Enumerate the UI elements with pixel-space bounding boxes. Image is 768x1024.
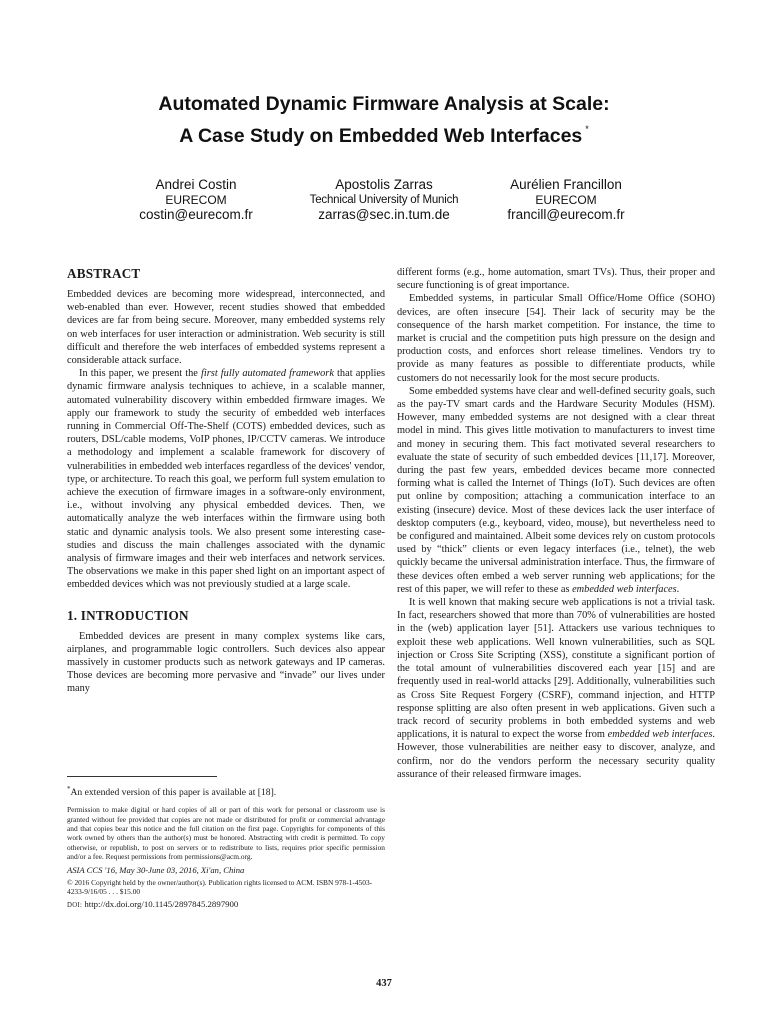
page-number: 437 (376, 978, 392, 989)
author-block-3 (451, 177, 681, 223)
intro-p3-end: . (676, 583, 680, 595)
intro-p4-start: It is well known that making secure web applications is not a trivial task. In fact, researchers showed that more than 70% of vulnerabilities are hosted in the (web) application layer [51]. Attackers use various techniques to exploit these web applications. Well known vulnerabilities, such as SQL injection or Cross Site Scripting (XSS), constitute a significant portion of the total amount of vulnerabilities discovered each year [15] and are frequently used in real-world attacks [29]. Additionally, vulnerabilities such as Cross Site Request Forgery (CSRF), command injection, and HTTP response splitting are also often present in web applications. Given such a track record of security problems in both embedded systems and web applications, it is natural to expect the worse from (397, 597, 715, 741)
intro-p4-emphasis: embedded web interfaces (607, 729, 713, 741)
footnote-text: An extended version of this paper is available at [18]. (70, 787, 277, 799)
doi-label: DOI: (67, 902, 83, 910)
conference-line: ASIA CCS '16, May 30-June 03, 2016, Xi'an, China (67, 864, 245, 875)
author-affiliation: Technical University of Munich (309, 194, 459, 206)
title-line-2 (0, 117, 768, 149)
extended-version-footnote (67, 783, 385, 799)
footnote-mark: * (67, 785, 71, 793)
paper-title (0, 92, 768, 149)
author-email: francill@eurecom.fr (507, 207, 625, 222)
copyright-notice: © 2016 Copyright held by the owner/author(s). Publication rights licensed to ACM. ISBN 978-1-4503-4233-9/16/05 . . . $15.00 (67, 877, 373, 897)
permission-notice: Permission to make digital or hard copies of all or part of this work for personal or classroom use is granted without fee provided that copies are not made or distributed for profit or commercial advantage and that copies bear this notice and the full citation on the first page. Copyrights for components of this work owned by others than the author(s) must be honored. Abstracting with credit is permitted. To copy otherwise, or republish, to post on servers or to redistribute to lists, requires prior specific permission and/or a fee. Request permissions from permissions@acm.org. (67, 805, 385, 862)
intro-paragraph-3 (397, 385, 715, 596)
author-affiliation: EURECOM (165, 193, 227, 207)
abstract-paragraph-1: Embedded devices are becoming more widespread, interconnected, and web-enabled than ever. However, recent studies showed that embedded devices are far from being secure. Moreover, many embedded systems rely on web interfaces for user interaction or administration. Web security is still difficult and therefore the web interfaces of embedded systems represent a considerable attack surface. (67, 289, 385, 367)
author-email: costin@eurecom.fr (139, 207, 253, 222)
title-footnote-mark: * (585, 124, 589, 134)
left-column (67, 266, 385, 696)
author-name: Andrei Costin (155, 177, 237, 192)
intro-p3-emphasis: embedded web interfaces (572, 583, 677, 595)
intro-paragraph-4 (397, 596, 715, 781)
right-column (397, 266, 715, 781)
title-line-2-text: A Case Study on Embedded Web Interfaces (179, 125, 583, 147)
intro-paragraph-1: Embedded devices are present in many complex systems like cars, airplanes, and programmable logic controllers. Such devices also appear massively in customer products such as network gateways and IP cameras. Those devices are becoming more pervasive and “invade” our lives under many (67, 630, 385, 695)
doi-line (67, 898, 385, 912)
introduction-heading: 1. INTRODUCTION (67, 607, 189, 623)
author-email: zarras@sec.in.tum.de (318, 207, 450, 222)
intro-paragraph-2: Embedded systems, in particular Small Office/Home Office (SOHO) devices, are often insecure [54]. Their lack of security may be the consequence of the harsh market competition. For instance, the time to market is crucial and the competition puts high pressure on the design and production costs, and enforces short release timelines. Vendors try to provide as many features as possible to differentiate products, while customers do not necessarily look for the most secure products. (397, 293, 715, 384)
author-affiliation: EURECOM (535, 193, 597, 207)
doi-link[interactable]: http://dx.doi.org/10.1145/2897845.2897900 (84, 899, 239, 910)
author-name: Apostolis Zarras (335, 177, 433, 192)
abstract-p2-end: that applies dynamic firmware analysis techniques to achieve, in a scalable manner, automated vulnerability discovery within embedded firmware images. We apply our framework to study the security of embedded web interfaces running in Commercial Off-The-Shelf (COTS) embedded devices, such as routers, DSL/cable modems, VoIP phones, IP/CCTV cameras. We introduce a methodology and implement a scalable framework for discovery of vulnerabilities in embedded web interfaces regardless of the devices' vendor, type, or architecture. To reach this goal, we perform full system emulation to achieve the execution of firmware images in a software-only environment, i.e., without involving any physical embedded devices. Then, we automatically analyze the web interfaces within the firmware using both static and dynamic analysis tools. We also present some interesting case-studies and discuss the main challenges associated with the dynamic analysis of firmware images and their web interfaces and network services. The observations we make in this paper shed light on an important aspect of embedded devices which was not previously studied at a large scale. (67, 368, 385, 591)
intro-continued-paragraph: different forms (e.g., home automation, smart TVs). Thus, their proper and secure functioning is of great importance. (397, 267, 715, 292)
footnote-area (67, 776, 385, 912)
intro-p4-end: . However, those vulnerabilities are neither easy to discover, analyze, and confirm, nor do the vendors perform the necessary security quality assurance of their released firmware images. (397, 729, 715, 780)
abstract-p2-emphasis: first fully automated framework (201, 368, 334, 380)
abstract-p2-start: In this paper, we present the (79, 368, 202, 380)
abstract-heading: ABSTRACT (67, 266, 141, 281)
author-name: Aurélien Francillon (510, 177, 622, 192)
intro-p3-start: Some embedded systems have clear and well-defined security goals, such as the pay-TV smart cards and the Hardware Security Modules (HSM). However, many embedded systems are not designed with a clear threat model in mind. This gives little motivation to manufacturers to invest time and money in securing them. This fact motivated several researchers to evaluate the state of security of such embedded devices [11,17]. Moreover, during the past few years, embedded devices became more connected forming what is called the Internet of Things (IoT). Such devices are often put online by composition; attaching a communication interface to an existing (insecure) device. Most of these devices lack the user interface of desktop computers (e.g., keyboard, video, mouse), but nevertheless need to be configured and maintained. Albeit some devices rely on custom protocols used by “thick” clients or even legacy interfaces (i.e., telnet), the web quickly became the universal administration interface. Thus, the firmware of these devices often embed a web server running web applications; for the rest of this paper, we will refer to these as (397, 385, 715, 595)
abstract-paragraph-2 (67, 367, 385, 591)
footnote-rule (67, 776, 217, 777)
title-line-1: Automated Dynamic Firmware Analysis at Scale: (158, 93, 610, 115)
